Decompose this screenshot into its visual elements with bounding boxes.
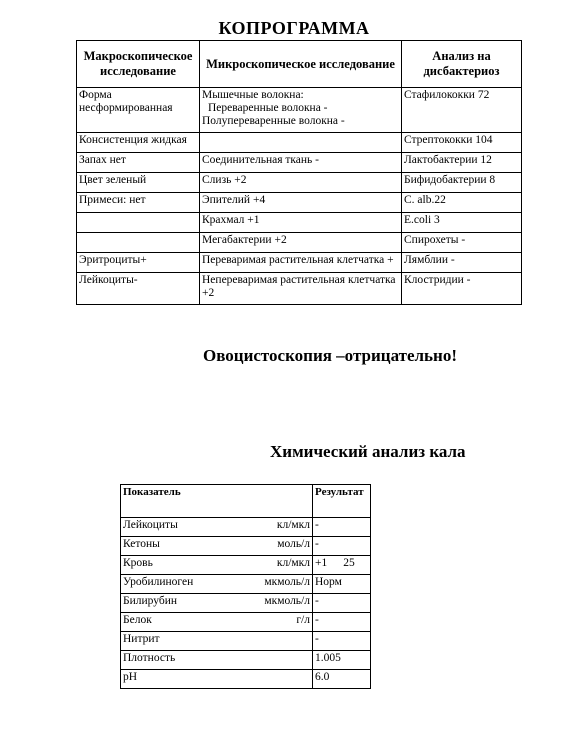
indicator-name: Уробилиноген	[123, 576, 194, 588]
indicator-unit: г/л	[296, 614, 310, 626]
table-row	[77, 133, 522, 153]
header-indicator: Показатель	[121, 485, 313, 518]
result-cell	[313, 537, 371, 556]
indicator-name: Лейкоциты	[123, 519, 178, 531]
dys-cell: С. alb.22	[402, 193, 522, 213]
chemical-header-row	[121, 485, 371, 518]
result-value: +1	[315, 557, 328, 569]
macro-cell: Лейкоциты-	[77, 273, 200, 305]
table-row	[77, 233, 522, 253]
macro-cell	[77, 233, 200, 253]
micro-line: +2	[202, 287, 215, 299]
table-row	[77, 273, 522, 305]
micro-cell: Слизь +2	[200, 173, 402, 193]
coprogram-title: КОПРОГРАММА	[218, 18, 370, 38]
indicator-unit: кл/мкл	[276, 519, 310, 531]
micro-cell: Соединительная ткань -	[200, 153, 402, 173]
table-row	[77, 213, 522, 233]
dys-cell: Лактобактерии 12	[402, 153, 522, 173]
indicator-name: Кровь	[123, 557, 153, 569]
header-result: Результат	[313, 485, 371, 518]
dys-cell: Стрептококки 104	[402, 133, 522, 153]
result-value: -	[315, 614, 319, 626]
table-row	[121, 518, 371, 537]
header-micro: Микроскопическое исследование	[200, 41, 402, 88]
table-row	[77, 153, 522, 173]
dys-cell: Лямблии -	[402, 253, 522, 273]
indicator-name: Билирубин	[123, 595, 178, 607]
header-macro: Макроскопическое исследование	[77, 41, 200, 88]
micro-cell: Мегабактерии +2	[200, 233, 402, 253]
dys-cell: Спирохеты -	[402, 233, 522, 253]
micro-cell	[200, 88, 402, 133]
result-cell	[313, 632, 371, 651]
micro-cell: Эпителий +4	[200, 193, 402, 213]
table-row	[121, 594, 371, 613]
macro-cell: Примеси: нет	[77, 193, 200, 213]
indicator-cell	[121, 613, 313, 632]
macro-cell	[77, 213, 200, 233]
micro-cell	[200, 273, 402, 305]
macro-cell: Форма несформированная	[77, 88, 200, 133]
indicator-cell	[121, 556, 313, 575]
indicator-name: pH	[123, 671, 138, 683]
micro-cell: Крахмал +1	[200, 213, 402, 233]
table-row	[121, 670, 371, 689]
indicator-cell	[121, 594, 313, 613]
table-row	[77, 193, 522, 213]
indicator-unit: кл/мкл	[276, 557, 310, 569]
result-value: -	[315, 633, 319, 645]
table-row	[77, 88, 522, 133]
indicator-cell	[121, 575, 313, 594]
indicator-cell	[121, 518, 313, 537]
micro-cell: Переваримая растительная клетчатка +	[200, 253, 402, 273]
result-cell	[313, 670, 371, 689]
result-cell	[313, 594, 371, 613]
indicator-cell	[121, 537, 313, 556]
result-cell	[313, 575, 371, 594]
indicator-unit: мкмоль/л	[264, 576, 310, 588]
table-row	[77, 173, 522, 193]
dys-cell: Стафилококки 72	[402, 88, 522, 133]
result-extra: 25	[343, 557, 355, 569]
indicator-cell	[121, 670, 313, 689]
table-row	[121, 632, 371, 651]
result-value: -	[315, 595, 319, 607]
result-value: 6.0	[315, 671, 330, 683]
table-row	[121, 651, 371, 670]
ovocystoscopy-result: Овоцистоскопия –отрицательно!	[202, 346, 458, 365]
header-dysbacteriosis: Анализ на дисбактериоз	[402, 41, 522, 88]
macro-cell: Цвет зеленый	[77, 173, 200, 193]
table-row	[121, 613, 371, 632]
macro-cell: Эритроциты+	[77, 253, 200, 273]
result-value: 1.005	[315, 652, 341, 664]
table-row	[121, 575, 371, 594]
chemical-analysis-table	[120, 484, 371, 689]
table-row	[77, 253, 522, 273]
micro-line: Полупереваренные волокна -	[202, 115, 345, 127]
micro-cell	[200, 133, 402, 153]
result-cell	[313, 518, 371, 537]
indicator-name: Белок	[123, 614, 152, 626]
macro-cell: Консистенция жидкая	[77, 133, 200, 153]
indicator-name: Кетоны	[123, 538, 160, 550]
dys-cell: Клостридии -	[402, 273, 522, 305]
result-cell	[313, 651, 371, 670]
indicator-name: Плотность	[123, 652, 176, 664]
indicator-cell	[121, 632, 313, 651]
table-row	[121, 537, 371, 556]
dys-cell: Бифидобактерии 8	[402, 173, 522, 193]
micro-line: Непереваримая растительная клетчатка	[202, 274, 396, 286]
result-value: -	[315, 519, 319, 531]
result-cell	[313, 613, 371, 632]
dys-cell: E.coli 3	[402, 213, 522, 233]
indicator-unit: моль/л	[277, 538, 310, 550]
macro-cell: Запах нет	[77, 153, 200, 173]
result-value: Норм	[315, 576, 342, 588]
result-cell	[313, 556, 371, 575]
coprogram-header-row	[77, 41, 522, 88]
result-value: -	[315, 538, 319, 550]
indicator-name: Нитрит	[123, 633, 160, 645]
coprogram-table	[76, 40, 522, 305]
micro-line: Мышечные волокна:	[202, 89, 304, 101]
table-row	[121, 556, 371, 575]
indicator-unit: мкмоль/л	[264, 595, 310, 607]
chemical-analysis-title: Химический анализ кала	[270, 442, 466, 461]
micro-line: Переваренные волокна -	[208, 102, 328, 114]
indicator-cell	[121, 651, 313, 670]
